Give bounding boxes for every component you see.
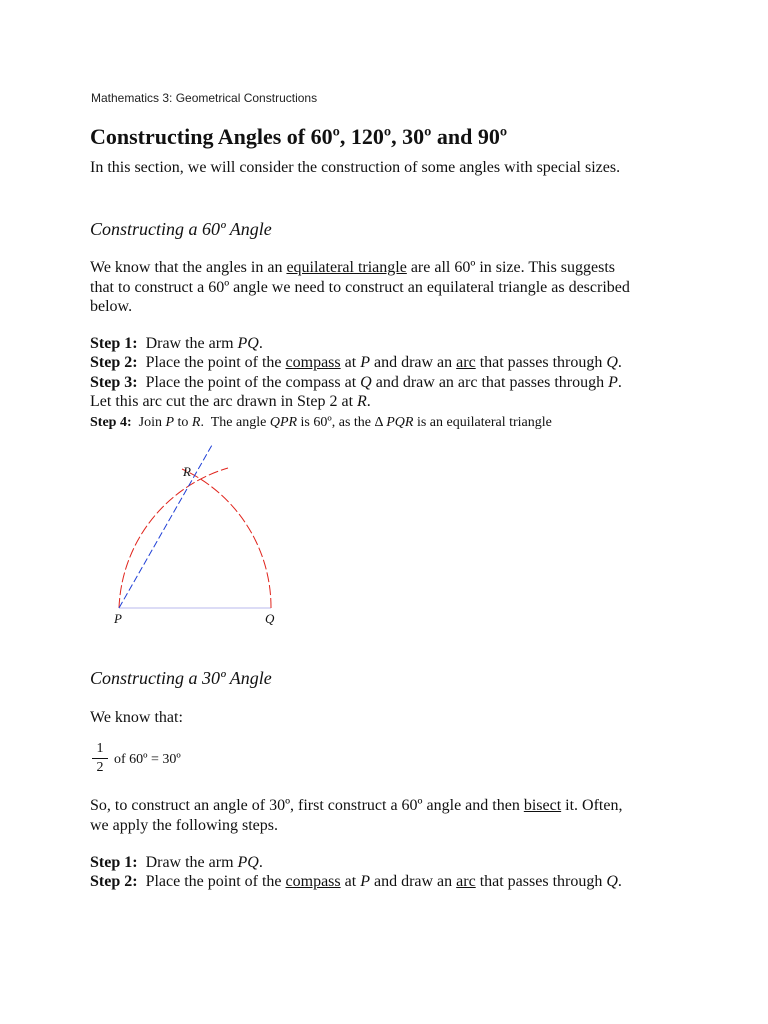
fraction-expression: of 60º = 30º (114, 752, 181, 767)
fraction-one-half (90, 741, 110, 776)
page-title: Constructing Angles of 60º, 120º, 30º and 90º (90, 124, 508, 149)
para-60-line2: that to construct a 60º angle we need to construct an equilateral triangle as described (90, 279, 630, 296)
bisect-link[interactable]: bisect (523, 797, 562, 814)
equilateral-triangle-link[interactable]: equilateral triangle (286, 259, 407, 276)
compass-link-30[interactable]: compass (285, 873, 341, 890)
arc-link[interactable]: arc (456, 354, 476, 371)
arc-centered-p (182, 469, 271, 608)
fraction-numerator: 1 (96, 741, 104, 756)
para-60-line3: below. (90, 298, 133, 315)
step-3: Step 3: Place the point of the compass at Q and draw an arc that passes through P. (90, 374, 622, 391)
step-1: Step 1: Draw the arm PQ. (90, 335, 263, 352)
compass-link[interactable]: compass (285, 354, 341, 371)
intro-paragraph: In this section, we will consider the construction of some angles with special sizes. (90, 159, 621, 176)
para-30-line2: we apply the following steps. (90, 817, 278, 834)
para-30-line1: So, to construct an angle of 30º, first construct a 60º angle and then bisect it. Often, (90, 797, 623, 814)
ray-pr (119, 445, 212, 608)
label-r: R (183, 464, 191, 479)
step-4: Step 4: Join P to R. The angle QPR is 60º, as the Δ PQR is an equilateral triangle (90, 415, 552, 430)
section-heading-30: Constructing a 30º Angle (90, 668, 272, 688)
step-2-30: Step 2: Place the point of the compass at P and draw an arc that passes through Q. (90, 873, 622, 890)
label-p: P (114, 611, 122, 626)
arc-centered-q (119, 468, 228, 608)
step-2: Step 2: Place the point of the compass at P and draw an arc that passes through Q. (90, 354, 622, 371)
construction-diagram-60 (100, 440, 300, 630)
label-q: Q (265, 611, 275, 626)
fraction-denominator: 2 (96, 760, 104, 775)
section-heading-60: Constructing a 60º Angle (90, 219, 272, 239)
arc-link-30[interactable]: arc (456, 873, 476, 890)
step-3-continued: Let this arc cut the arc drawn in Step 2 at R. (90, 393, 371, 410)
we-know-that: We know that: (90, 709, 183, 726)
running-header: Mathematics 3: Geometrical Constructions (91, 91, 318, 105)
step-1-30: Step 1: Draw the arm PQ. (90, 854, 263, 871)
para-60-line1: We know that the angles in an equilateral triangle are all 60º in size. This suggests (90, 259, 616, 276)
